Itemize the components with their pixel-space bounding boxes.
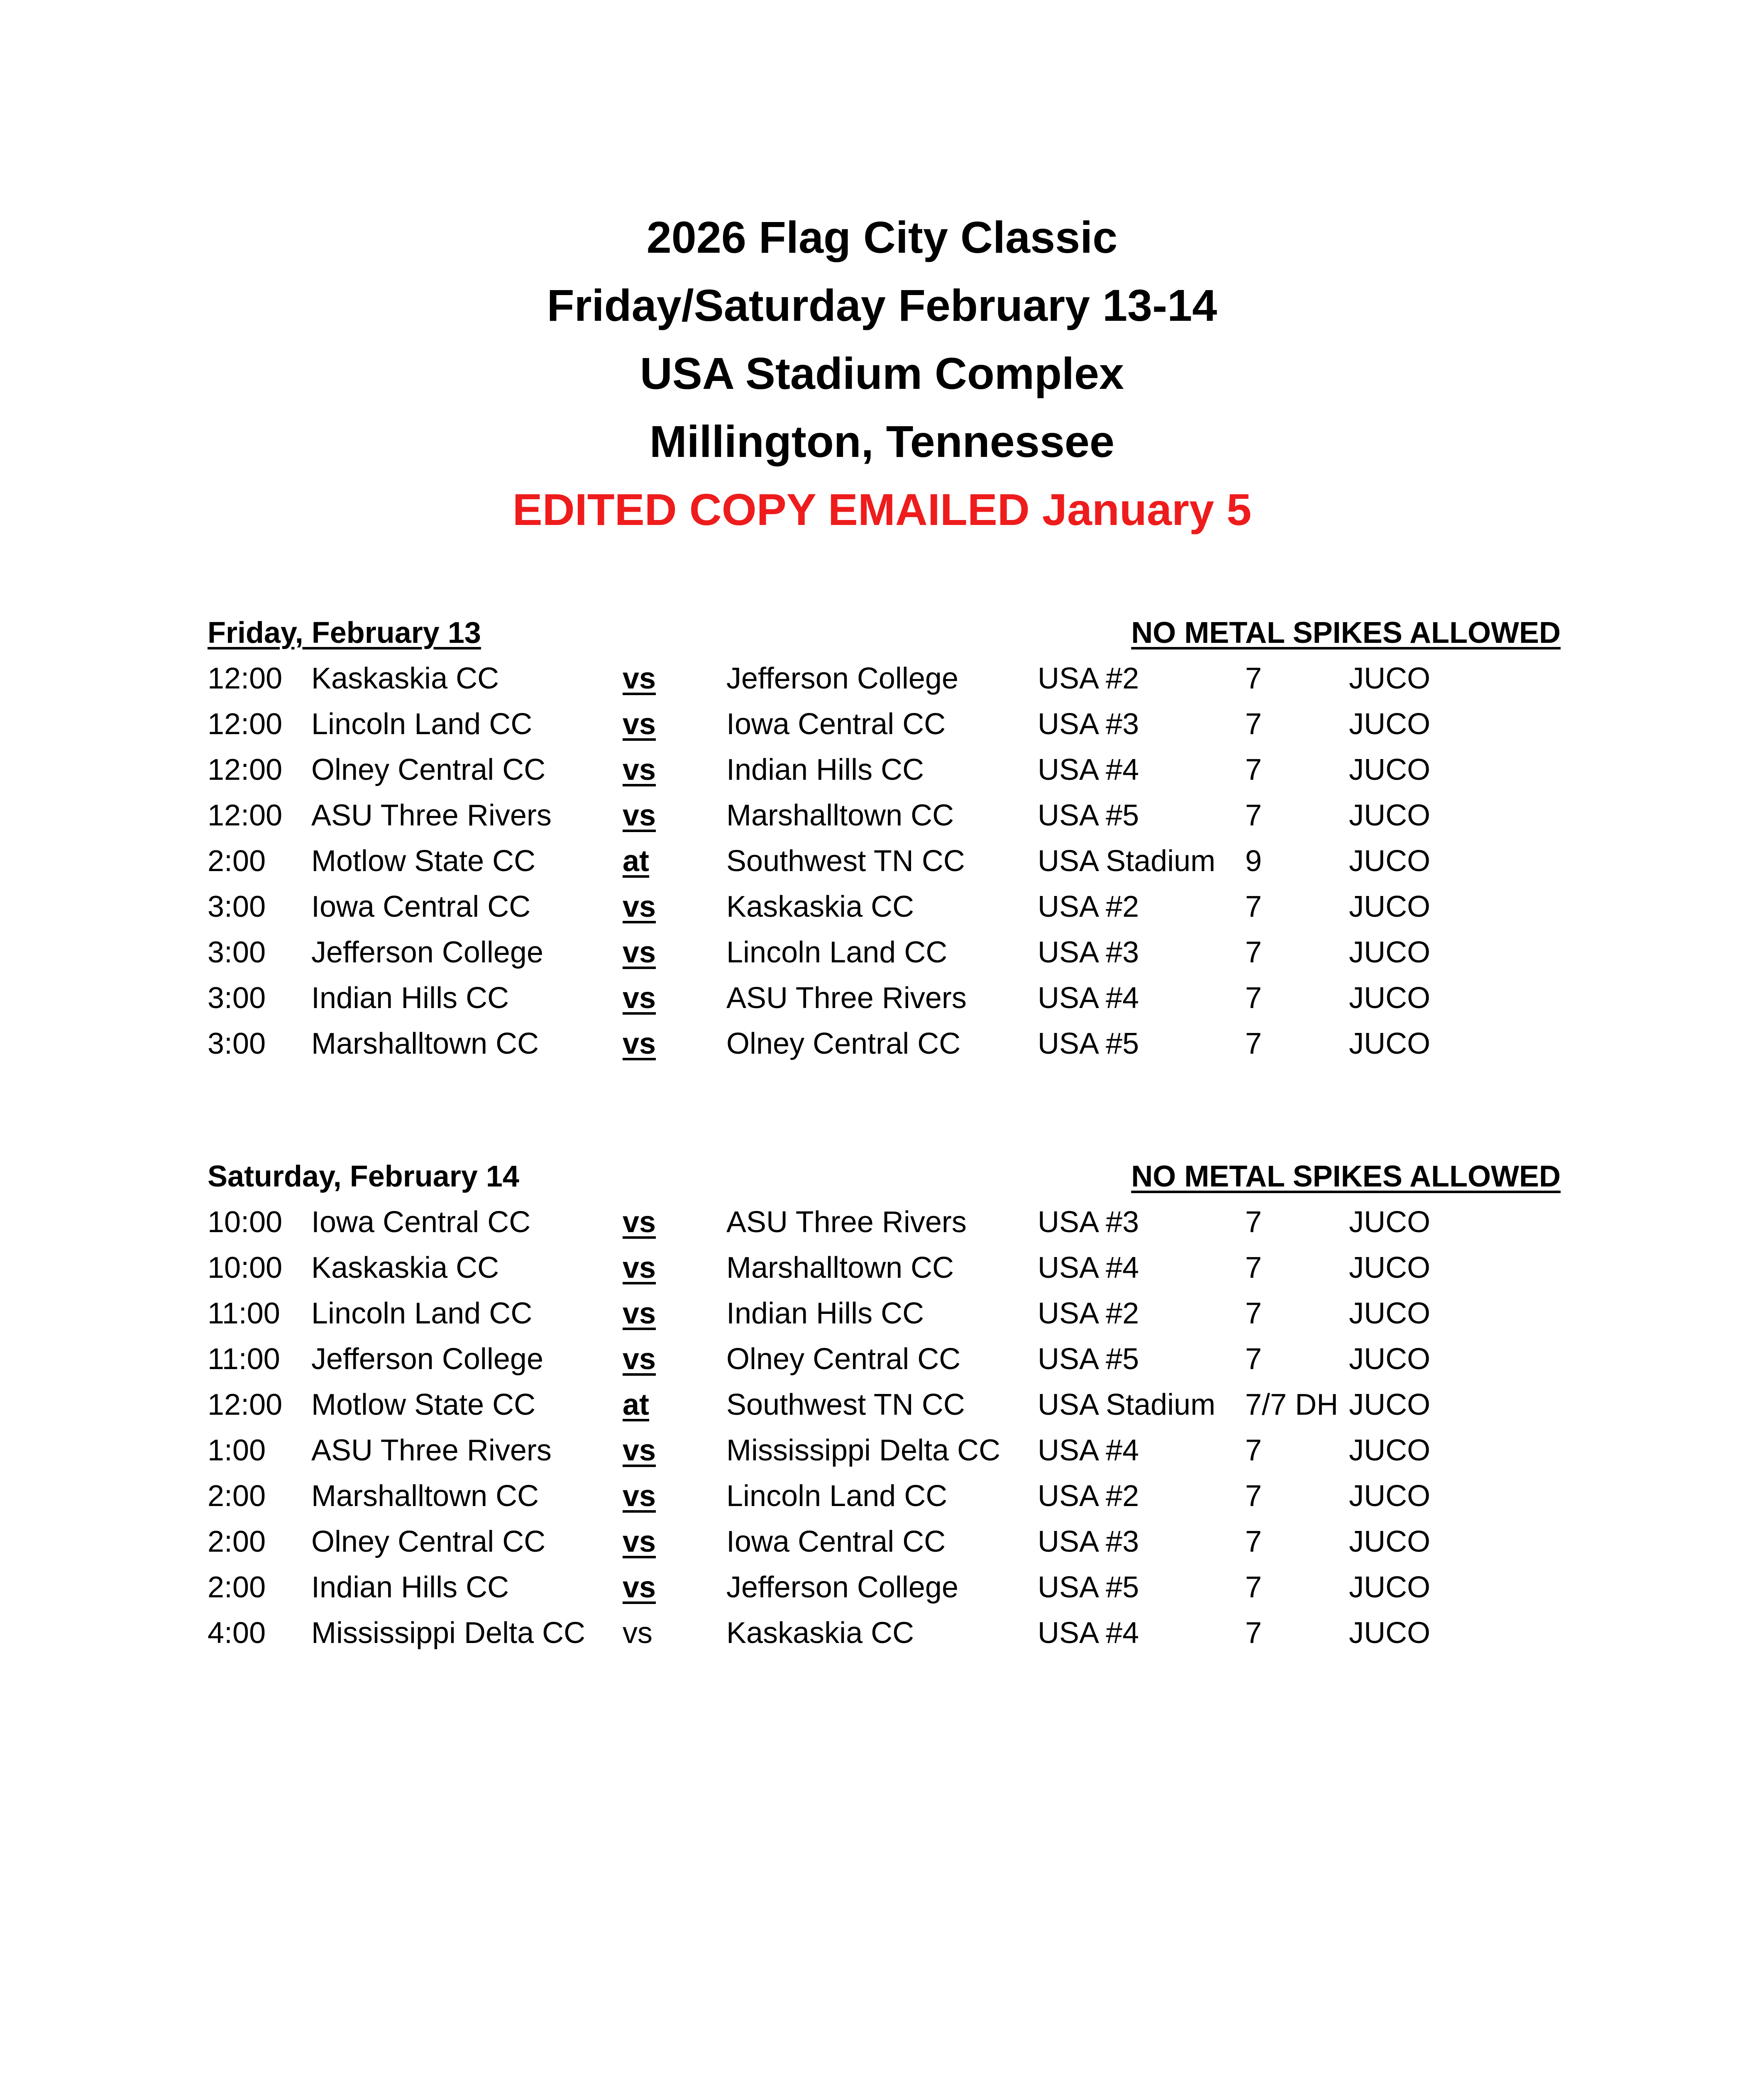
level: JUCO [1349,1571,1430,1604]
home-team: Indian Hills CC [311,1571,509,1604]
matchup-separator: vs [623,1297,656,1330]
innings: 7 [1245,1479,1262,1513]
away-team: Indian Hills CC [726,1297,924,1330]
away-team: Iowa Central CC [726,708,946,741]
game-time: 2:00 [208,1571,266,1604]
matchup-separator: vs [623,1251,656,1284]
level: JUCO [1349,1434,1430,1467]
section-warning: NO METAL SPIKES ALLOWED [1131,1160,1561,1193]
innings: 7 [1245,1343,1262,1376]
home-team: Lincoln Land CC [311,708,533,741]
level: JUCO [1349,1206,1430,1239]
innings: 7 [1245,753,1262,786]
game-time: 1:00 [208,1434,266,1467]
matchup-separator: vs [623,799,656,832]
game-row [208,1610,1561,1656]
game-time: 12:00 [208,1388,283,1421]
game-time: 3:00 [208,981,266,1015]
document-header [0,203,1764,544]
field-name: USA Stadium [1038,845,1216,878]
innings: 7 [1245,1027,1262,1060]
home-team: Motlow State CC [311,1388,536,1421]
game-row [208,1382,1561,1428]
home-team: Iowa Central CC [311,1206,531,1239]
field-name: USA #5 [1038,799,1139,832]
field-name: USA Stadium [1038,1388,1216,1421]
away-team: Southwest TN CC [726,845,965,878]
game-row [208,701,1561,747]
level: JUCO [1349,845,1430,878]
field-name: USA #5 [1038,1343,1139,1376]
matchup-separator: vs [623,936,656,969]
field-name: USA #2 [1038,890,1139,923]
level: JUCO [1349,1479,1430,1513]
home-team: Motlow State CC [311,845,536,878]
field-name: USA #3 [1038,936,1139,969]
matchup-separator: vs [623,1479,656,1513]
matchup-separator: at [623,1388,650,1421]
game-row [208,1245,1561,1291]
schedule-section-saturday [208,1154,1561,1656]
matchup-separator: vs [623,1434,656,1467]
game-row [208,1473,1561,1519]
level: JUCO [1349,1027,1430,1060]
field-name: USA #3 [1038,1206,1139,1239]
away-team: Marshalltown CC [726,799,954,832]
innings: 7 [1245,890,1262,923]
field-name: USA #3 [1038,708,1139,741]
field-name: USA #4 [1038,753,1139,786]
matchup-separator: vs [623,753,656,786]
away-team: Jefferson College [726,662,959,695]
level: JUCO [1349,708,1430,741]
event-title: 2026 Flag City Classic [646,212,1118,262]
level: JUCO [1349,981,1430,1015]
matchup-separator: at [623,845,650,878]
away-team: ASU Three Rivers [726,1206,967,1239]
away-team: Southwest TN CC [726,1388,965,1421]
away-team: Olney Central CC [726,1343,961,1376]
innings: 7 [1245,1206,1262,1239]
edit-notice: EDITED COPY EMAILED January 5 [512,484,1252,535]
innings: 7 [1245,1571,1262,1604]
game-time: 3:00 [208,1027,266,1060]
home-team: Marshalltown CC [311,1027,539,1060]
event-location: Millington, Tennessee [649,416,1115,466]
field-name: USA #2 [1038,1297,1139,1330]
away-team: Marshalltown CC [726,1251,954,1284]
home-team: Jefferson College [311,936,544,969]
matchup-separator: vs [623,1571,656,1604]
away-team: Iowa Central CC [726,1525,946,1558]
matchup-separator: vs [623,1206,656,1239]
innings: 7 [1245,662,1262,695]
field-name: USA #4 [1038,1616,1139,1650]
away-team: Kaskaskia CC [726,890,914,923]
home-team: Iowa Central CC [311,890,531,923]
game-time: 10:00 [208,1206,283,1239]
game-list [208,656,1561,1067]
game-row [208,1565,1561,1610]
game-time: 2:00 [208,1525,266,1558]
home-team: Kaskaskia CC [311,662,499,695]
game-time: 12:00 [208,662,283,695]
home-team: ASU Three Rivers [311,1434,552,1467]
field-name: USA #4 [1038,981,1139,1015]
section-warning: NO METAL SPIKES ALLOWED [1131,616,1561,649]
field-name: USA #4 [1038,1434,1139,1467]
field-name: USA #4 [1038,1251,1139,1284]
innings: 7 [1245,1251,1262,1284]
game-time: 10:00 [208,1251,283,1284]
game-time: 12:00 [208,799,283,832]
innings: 7 [1245,1616,1262,1650]
level: JUCO [1349,753,1430,786]
section-header [208,610,1561,656]
game-row [208,1336,1561,1382]
innings: 7 [1245,799,1262,832]
away-team: Lincoln Land CC [726,936,948,969]
game-row [208,1519,1561,1565]
away-team: Mississippi Delta CC [726,1434,1001,1467]
innings: 7/7 DH [1245,1388,1339,1421]
schedule-section-friday [208,610,1561,1067]
matchup-separator: vs [623,890,656,923]
matchup-separator: vs [623,981,656,1015]
innings: 7 [1245,1525,1262,1558]
home-team: Jefferson College [311,1343,544,1376]
innings: 7 [1245,981,1262,1015]
game-row [208,1199,1561,1245]
event-venue: USA Stadium Complex [640,348,1124,398]
section-day-label: Saturday, February 14 [208,1160,519,1193]
matchup-separator: vs [623,1525,656,1558]
away-team: Olney Central CC [726,1027,961,1060]
game-row [208,1428,1561,1473]
home-team: Kaskaskia CC [311,1251,499,1284]
game-time: 3:00 [208,890,266,923]
home-team: Mississippi Delta CC [311,1616,586,1650]
level: JUCO [1349,1297,1430,1330]
game-time: 2:00 [208,1479,266,1513]
innings: 7 [1245,1434,1262,1467]
matchup-separator: vs [623,662,656,695]
level: JUCO [1349,1343,1430,1376]
home-team: Marshalltown CC [311,1479,539,1513]
section-day-label: Friday, February 13 [208,616,481,649]
field-name: USA #5 [1038,1027,1139,1060]
game-row [208,1021,1561,1067]
game-row [208,1291,1561,1336]
matchup-separator: vs [623,1027,656,1060]
game-row [208,975,1561,1021]
away-team: Jefferson College [726,1571,959,1604]
level: JUCO [1349,936,1430,969]
game-list [208,1199,1561,1656]
game-time: 3:00 [208,936,266,969]
home-team: Olney Central CC [311,1525,546,1558]
home-team: ASU Three Rivers [311,799,552,832]
game-time: 4:00 [208,1616,266,1650]
away-team: ASU Three Rivers [726,981,967,1015]
game-row [208,838,1561,884]
game-row [208,747,1561,793]
level: JUCO [1349,1251,1430,1284]
game-time: 2:00 [208,845,266,878]
level: JUCO [1349,1525,1430,1558]
game-row [208,884,1561,930]
level: JUCO [1349,799,1430,832]
game-row [208,793,1561,838]
innings: 7 [1245,1297,1262,1330]
game-time: 12:00 [208,708,283,741]
matchup-separator: vs [623,1343,656,1376]
field-name: USA #2 [1038,1479,1139,1513]
home-team: Lincoln Land CC [311,1297,533,1330]
away-team: Lincoln Land CC [726,1479,948,1513]
game-row [208,930,1561,975]
event-dates: Friday/Saturday February 13-14 [547,280,1217,330]
matchup-separator: vs [623,708,656,741]
game-row [208,656,1561,701]
game-time: 12:00 [208,753,283,786]
field-name: USA #2 [1038,662,1139,695]
level: JUCO [1349,890,1430,923]
field-name: USA #5 [1038,1571,1139,1604]
section-header [208,1154,1561,1199]
matchup-separator: vs [623,1616,652,1650]
innings: 7 [1245,936,1262,969]
home-team: Olney Central CC [311,753,546,786]
game-time: 11:00 [208,1297,280,1330]
away-team: Kaskaskia CC [726,1616,914,1650]
innings: 9 [1245,845,1262,878]
away-team: Indian Hills CC [726,753,924,786]
innings: 7 [1245,708,1262,741]
field-name: USA #3 [1038,1525,1139,1558]
home-team: Indian Hills CC [311,981,509,1015]
level: JUCO [1349,1388,1430,1421]
level: JUCO [1349,1616,1430,1650]
game-time: 11:00 [208,1343,280,1376]
level: JUCO [1349,662,1430,695]
